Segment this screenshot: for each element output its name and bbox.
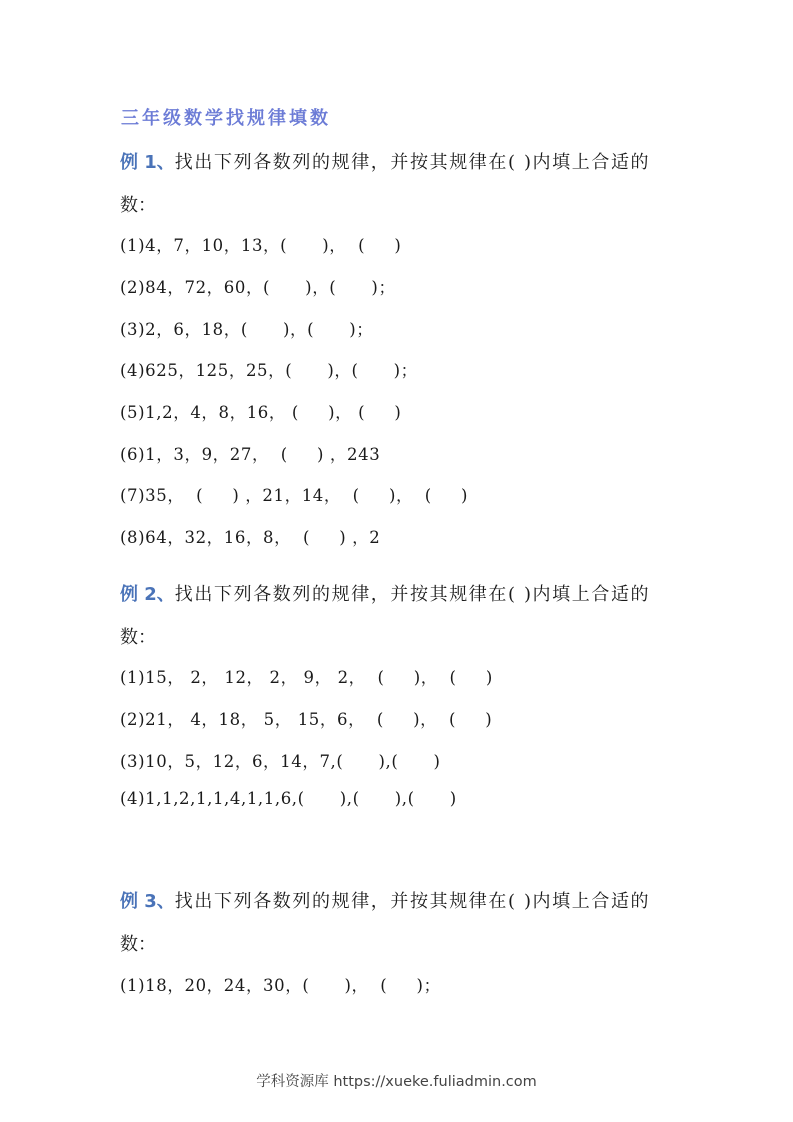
example-3-item-1: (1)18，20，24，30，( )， ( )；: [120, 976, 441, 995]
example-1-instruction: 找出下列各数列的规律，并按其规律在( )内填上合适的: [174, 152, 651, 173]
example-1-item-3: (3)2，6，18，( )，( )；: [120, 320, 374, 339]
example-3-label: 例 3、: [120, 891, 175, 912]
example-1-item-5: (5)1,2，4，8，16， ( )， ( ): [120, 403, 402, 422]
example-1-instruction-cont: 数：: [120, 195, 156, 216]
example-2-item-3: (3)10，5，12，6，14，7,( ),( ): [120, 752, 441, 771]
example-1-heading: [120, 148, 650, 174]
example-1-item-8: (8)64，32，16，8， ( ) ，2: [120, 528, 381, 547]
example-2-heading: [120, 580, 650, 606]
example-2-item-2: (2)21， 4，18， 5， 15，6， ( )， ( ): [120, 710, 493, 729]
example-1-item-6: (6)1，3，9，27， ( ) ，243: [120, 445, 381, 464]
footer-source-text: 学科资源库 https://xueke.fuliadmin.com: [256, 1074, 537, 1090]
page-title: 三年级数学找规律填数: [121, 108, 331, 129]
example-1-item-4: (4)625，125，25，( )，( )；: [120, 361, 418, 380]
example-1-item-2: (2)84，72，60，( )，( )；: [120, 278, 396, 297]
example-2-item-4: (4)1,1,2,1,1,4,1,1,6,( ),( ),( ): [120, 789, 457, 808]
example-1-label: 例 1、: [120, 152, 175, 173]
example-2-instruction: 找出下列各数列的规律，并按其规律在( )内填上合适的: [174, 584, 651, 605]
example-1-item-1: (1)4，7，10，13，( )， ( ): [120, 236, 402, 255]
example-3-heading: [120, 887, 650, 913]
example-1-item-7: (7)35， ( ) ，21，14， ( )， ( ): [120, 486, 469, 505]
example-3-instruction: 找出下列各数列的规律，并按其规律在( )内填上合适的: [174, 891, 651, 912]
example-2-instruction-cont: 数：: [120, 627, 156, 648]
example-3-instruction-cont: 数：: [120, 934, 156, 955]
example-2-label: 例 2、: [120, 584, 175, 605]
example-2-item-1: (1)15， 2， 12， 2， 9， 2， ( )， ( ): [120, 668, 493, 687]
